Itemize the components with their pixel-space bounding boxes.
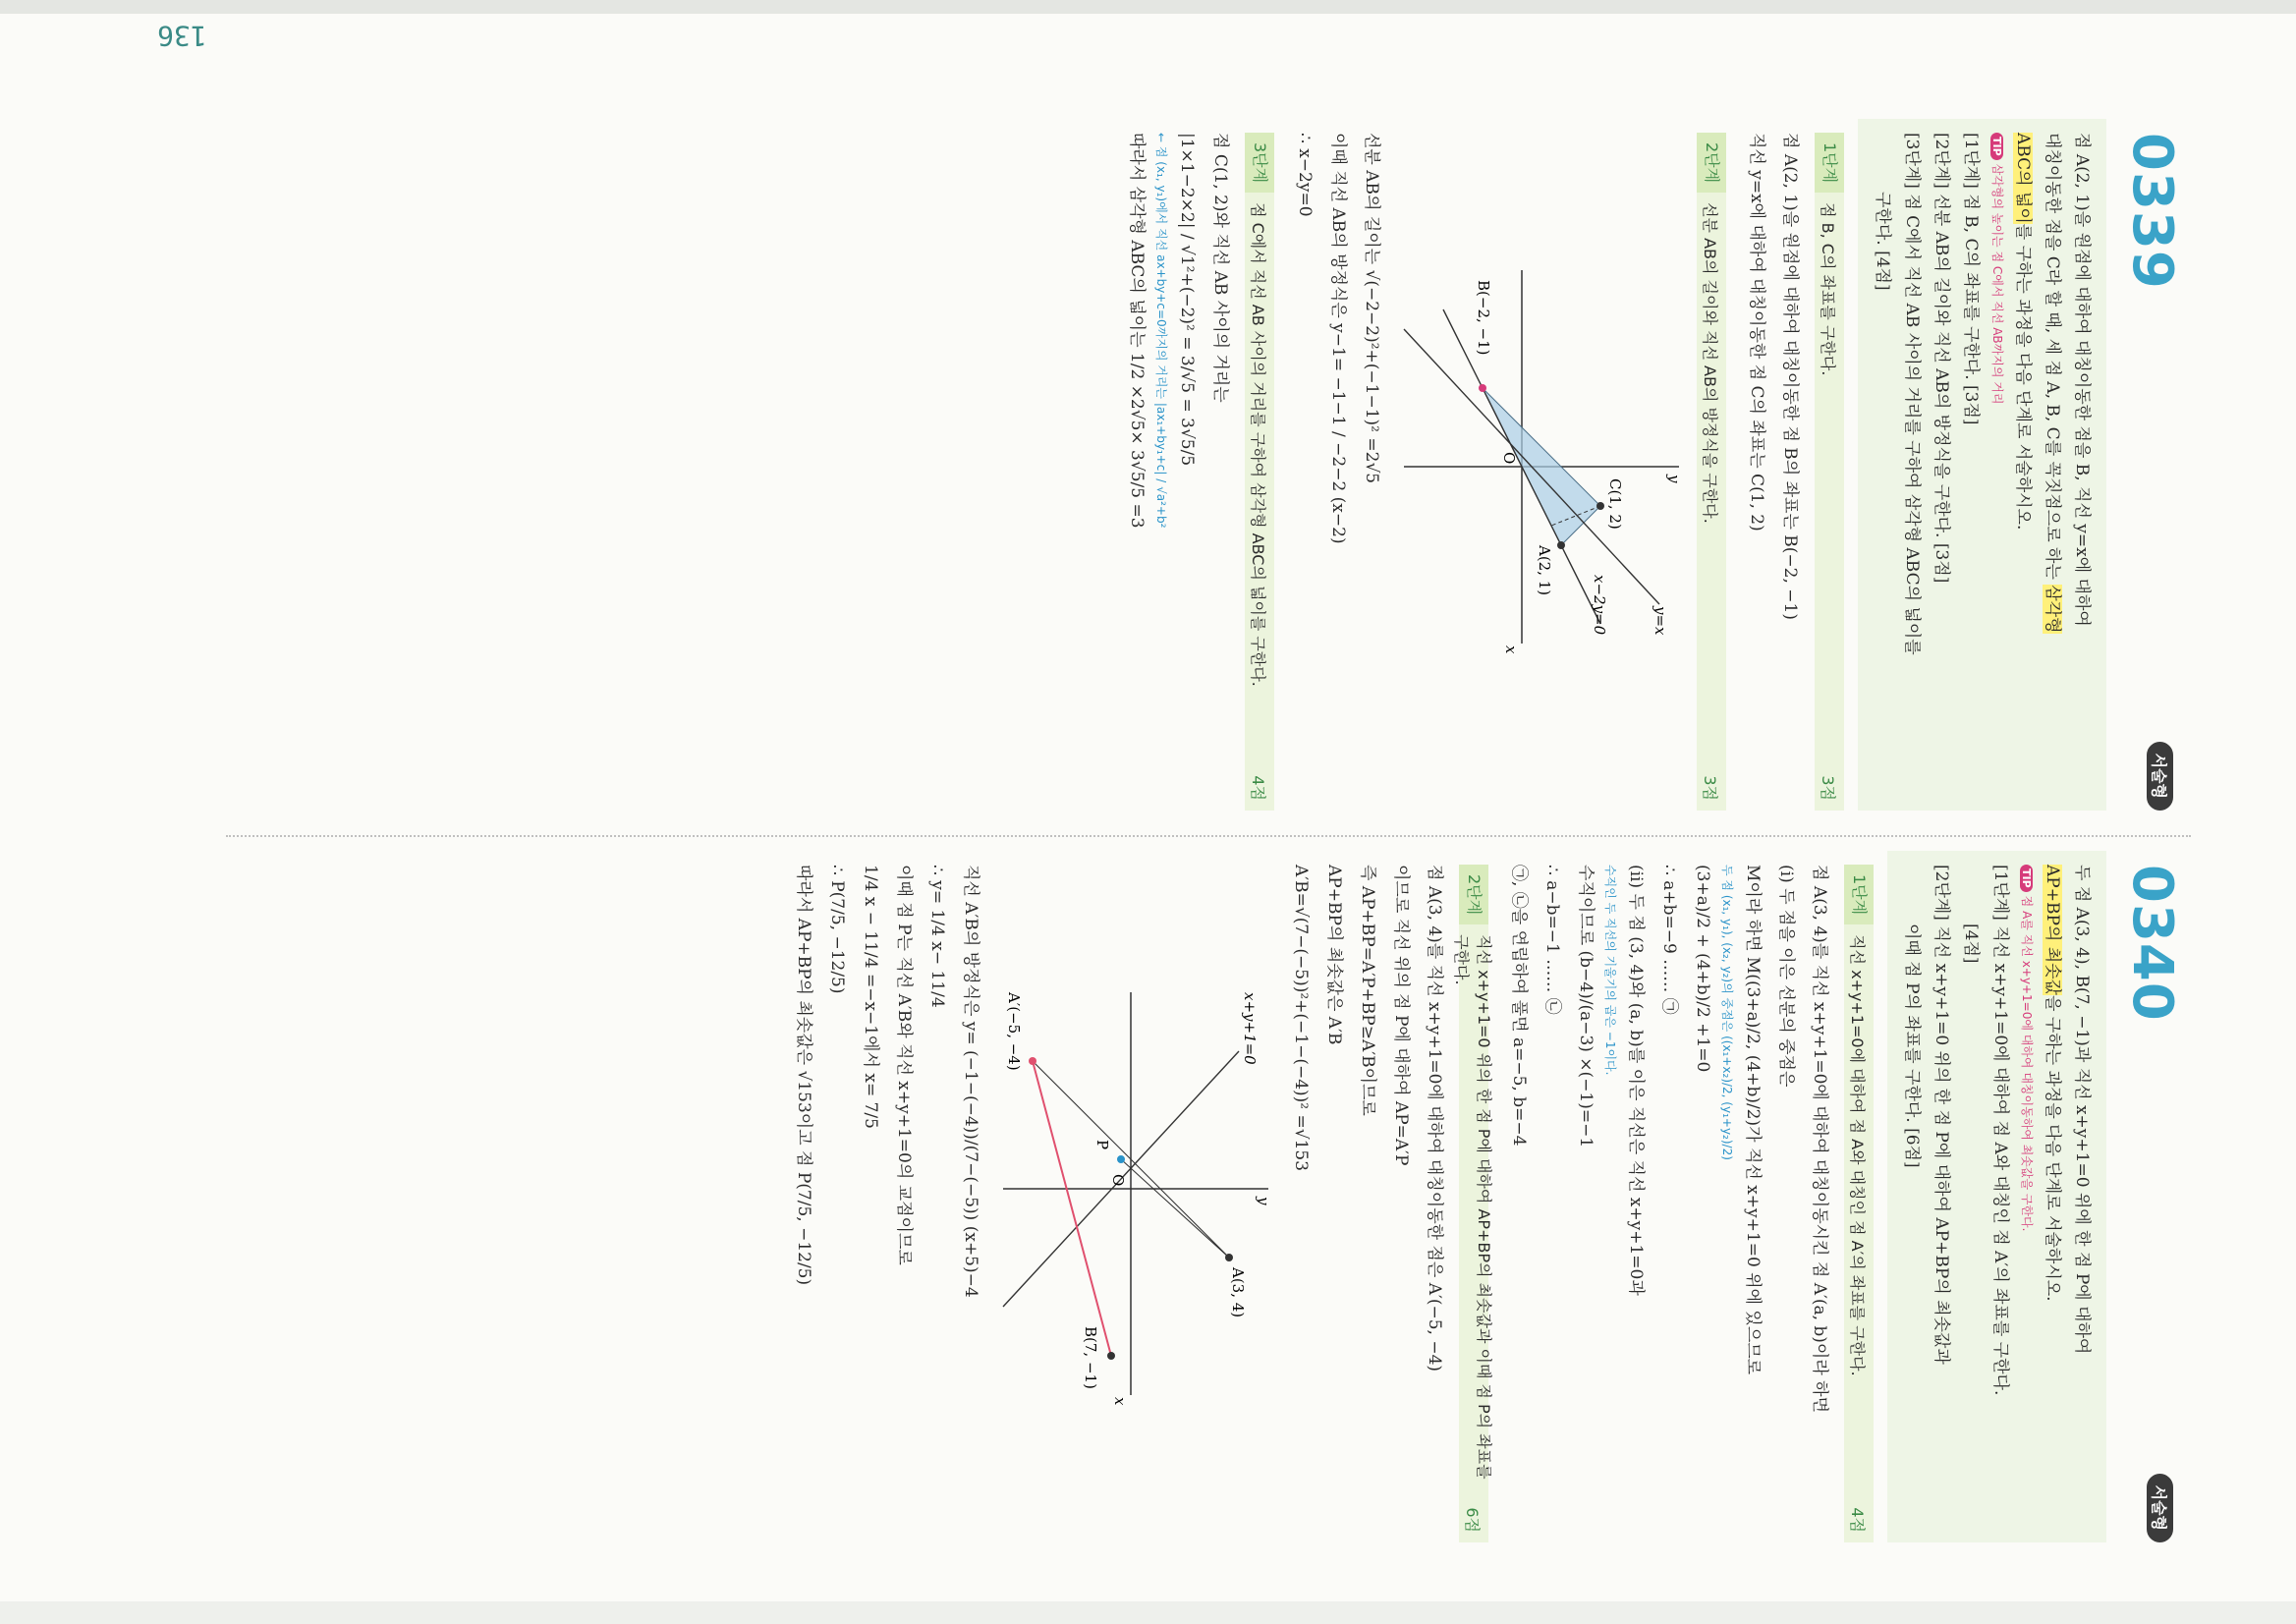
highlight: 삼각형 [2043,585,2062,634]
statement-text: 를 구하는 과정을 다음 단계로 서술하시오. [2013,223,2033,531]
step-label: 2단계 [1697,133,1726,193]
origin-label: O [1500,452,1518,465]
bottom-edge [0,1601,2296,1624]
step-points: 3점 [1819,775,1838,801]
step-label: 1단계 [1815,133,1844,193]
tip-label: TIP [2020,865,2033,892]
step-title: 점 C에서 직선 AB 사이의 거리를 구하여 삼각형 ABC의 넓이를 구한다. [1249,202,1268,687]
page-number: 136 [157,20,207,52]
solution-line: 1/4 x − 11/4 =−x−1에서 x= 7/5 [861,865,880,1129]
solution-line: 따라서 AP+BP의 최솟값은 √153이고 점 P(7/5, −12/5) [794,865,813,1286]
highlight: AP+BP의 최솟값 [2043,865,2062,995]
step-points: 3점 [1701,775,1720,801]
column-separator [226,835,2191,837]
point-b [1479,384,1486,392]
solution-line: 수직이므로 (b−4)/(a−3) ×(−1)=−1 [1576,865,1596,1148]
point-a-label: A(3, 4) [1229,1267,1247,1318]
solution-line: 점 A(2, 1)을 원점에 대하여 대칭이동한 점 B의 좌표는 B(−2, −1) [1780,133,1800,620]
step-outline: [1단계] 점 B, C의 좌표를 구한다. [3점] [1961,133,1981,425]
tip-label: TIP [1990,133,2003,160]
point-a-prime-label: A′(−5, −4) [1005,992,1023,1071]
point-p-label: P [1093,1140,1111,1150]
step-outline: [2단계] 선분 AB의 길이와 직선 AB의 방정식을 구한다. [3점] [1932,133,1951,584]
step-title: 점 B, C의 좌표를 구한다. [1819,202,1838,376]
step-title: 선분 AB의 길이와 직선 AB의 방정식을 구한다. [1701,202,1720,524]
problem-0339 [1120,133,2184,811]
line-yx-label: y=x [1652,606,1669,636]
step-label: 3단계 [1245,133,1274,193]
x-axis-label: x [1111,1397,1129,1406]
step-2-header [1452,865,1493,1542]
solution-line: 이므로 직선 위의 점 P에 대하여 AP=A′P [1391,865,1411,1166]
descriptive-badge: 서술형 [2147,1474,2173,1542]
point-b [1107,1352,1115,1360]
reflection-graph [993,982,1278,1415]
step-title: 직선 x+y+1=0 위의 한 점 P에 대하여 AP+BP의 최솟값과 이때 점 P의 좌표를 구한다. [1452,934,1493,1480]
distance-formula-note: ← 점 (x₁, y₁)에서 직선 ax+by+c=0까지의 거리는 |ax₁+by₁+c| / √a²+b² [1154,133,1168,529]
step-points: 4점 [1848,1507,1868,1533]
solution-line: 점 A(3, 4)를 직선 x+y+1=0에 대하여 대칭이동한 점은 A′(−5, −4) [1425,865,1444,1372]
statement-line: 두 점 A(3, 4), B(7, −1)과 직선 x+y+1=0 위에 한 점 P에 대하여 [2072,865,2092,1355]
solution-line: 따라서 삼각형 ABC의 넓이는 1/2 ×2√5× 3√5/5 =3 [1127,133,1147,529]
step-title: 직선 x+y+1=0에 대하여 점 A와 대칭인 점 A′의 좌표를 구한다. [1848,934,1868,1376]
step-outline: [3단계] 점 C에서 직선 AB 사이의 거리를 구하여 삼각형 ABC의 넓이를 [1902,133,1922,655]
solution-line: ㉠, ㉡을 연립하여 풀면 a=−5, b=−4 [1509,865,1529,1147]
solution-line: (ⅱ) 두 점 (3, 4)와 (a, b)를 이은 직선은 직선 x+y+1=0과 [1626,865,1646,1296]
x-axis-label: x [1502,645,1520,654]
step-label: 1단계 [1844,865,1874,924]
tip-text: 점 A를 직선 x+y+1=0에 대하여 대칭이동하여 최솟값을 구한다. [2020,895,2034,1232]
triangle-graph [1394,251,1689,663]
step-3-header [1245,133,1274,811]
step-1-header [1815,133,1844,811]
statement-line: 점 A(2, 1)을 원점에 대하여 대칭이동한 점을 B, 직선 y=x에 대하여 [2072,133,2092,627]
line-ab-label: x−2y=0 [1591,575,1608,636]
problem-statement [1858,119,2106,811]
solution-line: AP+BP의 최솟값은 A′B [1324,865,1344,1045]
point-c-label: C(1, 2) [1606,478,1624,530]
rotated-content [216,133,2184,1547]
step-2-header [1697,133,1726,811]
point-b-label: B(−2, −1) [1475,280,1492,356]
solution-line: ∴ a+b=−9 …… ㉠ [1659,865,1679,1015]
step-outline: [4점] [1961,924,1981,964]
tip-text: 삼각형의 높이는 점 C에서 직선 AB까지의 거리 [1990,163,2004,405]
highlight: ABC의 넓이 [2013,133,2033,224]
statement-text: 대칭이동한 점을 C라 할 때, 세 점 A, B, C를 꼭짓점으로 하는 [2043,133,2062,586]
problem-statement [1887,851,2106,1542]
point-p [1117,1155,1125,1163]
step-outline: [1단계] 직선 x+y+1=0에 대하여 점 A와 대칭인 점 A′의 좌표를 구한다. [1990,865,2010,1396]
point-a-label: A(2, 1) [1536,545,1553,596]
solution-line: 즉 AP+BP=A′P+BP≥A′B이므로 [1358,865,1377,1116]
solution-line: ∴ a−b=−1 …… ㉡ [1542,865,1562,1015]
point-a [1225,1254,1233,1261]
statement-line [2038,133,2067,797]
solution-line: ∴ P(7/5, −12/5) [827,865,847,994]
segment-a-prime-b [1033,1061,1111,1356]
solution-line: M이라 하면 M((3+a)/2, (4+b)/2)가 직선 x+y+1=0 위에 있으므로 [1743,865,1763,1375]
tip [2015,865,2038,1529]
segment-ap [1121,1159,1229,1258]
step-outline: 이때 점 P의 좌표를 구한다. [6점] [1902,924,1922,1168]
solution-line: (3+a)/2 + (4+b)/2 +1=0 [1693,865,1712,1073]
problem-number: 0339 [2120,133,2184,290]
solution-line: 직선 y=x에 대하여 대칭이동한 점 C의 좌표는 C(1, 2) [1747,133,1766,532]
point-a-prime [1029,1057,1036,1065]
solution-line: |1×1−2×2| / √1²+(−2)² = 3/√5 = 3√5/5 [1177,133,1197,467]
slope-note: 수직인 두 직선의 기울기의 곱은 −1이다. [1603,865,1617,1076]
solution-line: 점 A(3, 4)를 직선 x+y+1=0에 대하여 대칭이동시킨 점 A′(a, b)이라 하면 [1810,865,1829,1414]
top-edge [0,0,2296,14]
step-points: 4점 [1249,775,1268,801]
midpoint-note: 두 점 (x₁, y₁), (x₂, y₂)의 중점은 ((x₁+x₂)/2, (y₁+y₂)/2) [1720,865,1734,1160]
statement-line [2008,133,2038,797]
solution-line: 이때 점 P는 직선 A′B와 직선 x+y+1=0의 교점이므로 [894,865,914,1265]
solution-line: A′B=√(7−(−5))²+(−1−(−4))² =√153 [1291,865,1311,1172]
solution-line: ∴ y= 1/4 x− 11/4 [927,865,947,1008]
origin-label: O [1109,1174,1127,1187]
solution-line: ∴ x−2y=0 [1295,133,1315,217]
step-1-header [1844,865,1874,1542]
solution-line: 점 C(1, 2)와 직선 AB 사이의 거리는 [1210,133,1230,403]
step-outline: 구한다. [4점] [1873,192,1892,291]
y-axis-label: y [1255,1197,1272,1205]
point-c [1596,502,1604,510]
step-label: 2단계 [1459,865,1488,924]
line-label: x+y+1=0 [1241,992,1259,1065]
problem-0340 [787,865,2184,1542]
statement-line [2038,865,2067,1529]
point-b-label: B(7, −1) [1082,1326,1099,1389]
solution-line: 이때 직선 AB의 방정식은 y−1= −1−1 / −2−2 (x−2) [1328,133,1348,544]
solution-line: (ⅰ) 두 점을 이은 선분의 중점은 [1776,865,1796,1088]
solution-line: 직선 A′B의 방정식은 y= (−1−(−4))/(7−(−5)) (x+5)−4 [961,865,980,1298]
step-points: 6점 [1463,1507,1483,1533]
solution-line: 선분 AB의 길이는 √(−2−2)²+(−1−1)² =2√5 [1362,133,1381,484]
step-outline: [2단계] 직선 x+y+1=0 위의 한 점 P에 대하여 AP+BP의 최솟값과 [1932,865,1951,1365]
tip [1986,133,2008,797]
problem-number: 0340 [2120,865,2184,1022]
statement-text: 을 구하는 과정을 다음 단계로 서술하시오. [2043,994,2062,1302]
y-axis-label: y [1665,475,1683,483]
point-a [1557,541,1565,549]
descriptive-badge: 서술형 [2147,742,2173,811]
